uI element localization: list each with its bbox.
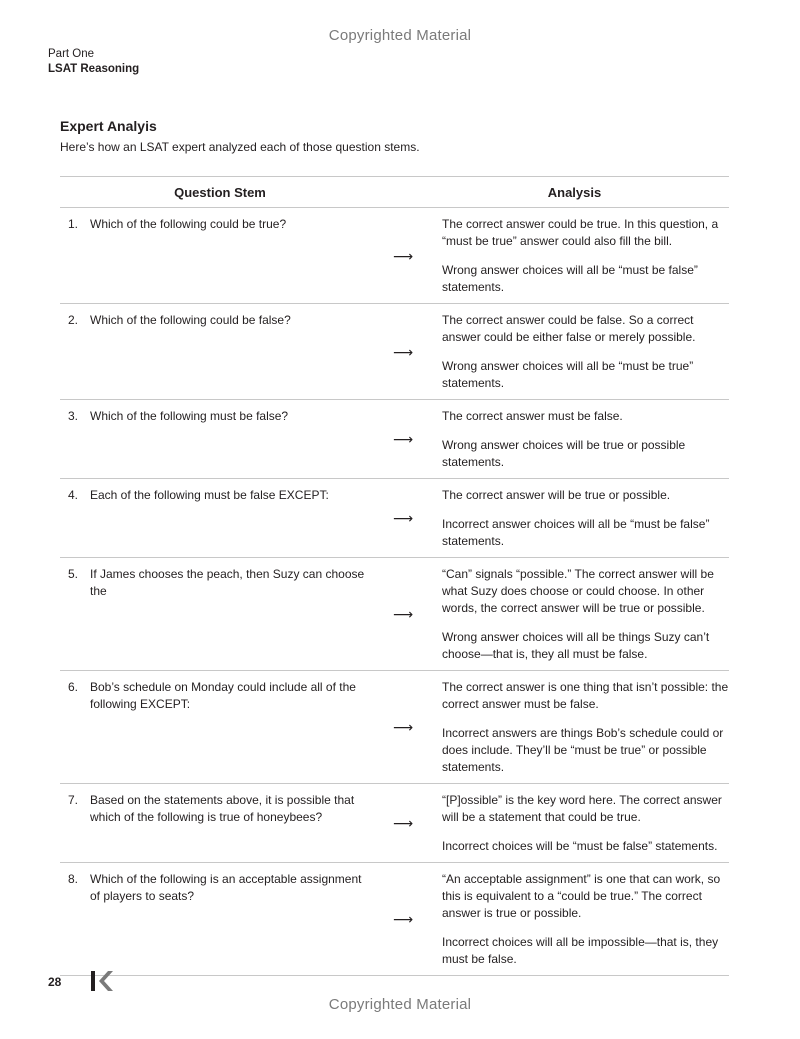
arrow-right-icon: ⟶ xyxy=(392,247,414,264)
question-stem: Which of the following could be false? xyxy=(90,313,291,327)
row-number xyxy=(60,871,90,968)
row-number-label: 6. xyxy=(68,680,79,694)
table-header xyxy=(60,177,729,208)
table-row xyxy=(60,671,729,784)
row-number-label: 5. xyxy=(68,567,79,581)
table-row xyxy=(60,558,729,671)
question-stem: Bob’s schedule on Monday could include all of the following EXCEPT: xyxy=(90,680,356,711)
analysis-cell xyxy=(422,312,729,392)
row-number xyxy=(60,487,90,550)
row-number-label: 3. xyxy=(68,409,79,423)
page-number: 28 xyxy=(48,975,62,989)
row-number xyxy=(60,679,90,776)
running-head-title: LSAT Reasoning xyxy=(48,63,140,75)
analysis-cell xyxy=(422,487,729,550)
analysis-paragraph: The correct answer must be false. xyxy=(442,409,623,423)
question-stem: Which of the following must be false? xyxy=(90,409,289,423)
analysis-paragraph: “Can” signals “possible.” The correct answer will be what Suzy does choose or could choose. In other words, the correct answer will be true or possible. xyxy=(442,567,714,615)
watermark-top: Copyrighted Material xyxy=(328,27,472,44)
kaplan-k-logo-icon xyxy=(90,970,114,992)
row-number-label: 8. xyxy=(68,872,79,886)
arrow-right-icon: ⟶ xyxy=(392,911,414,927)
arrow-right-icon: ⟶ xyxy=(392,606,414,622)
table-row xyxy=(60,479,729,558)
row-number xyxy=(60,312,90,392)
row-number xyxy=(60,408,90,471)
analysis-paragraph: “[P]ossible” is the key word here. The correct answer will be a statement that could be true. xyxy=(442,793,722,824)
row-number xyxy=(60,792,90,855)
analysis-paragraph: The correct answer will be true or possible. xyxy=(442,488,671,502)
question-stem: If James chooses the peach, then Suzy can choose the xyxy=(90,567,365,598)
row-number-label: 1. xyxy=(68,217,79,231)
row-number-label: 7. xyxy=(68,793,79,807)
expert-analysis-table xyxy=(60,176,729,976)
header-analysis: Analysis xyxy=(547,184,602,200)
row-number xyxy=(60,216,90,296)
row-number xyxy=(60,566,90,663)
analysis-paragraph: Wrong answer choices will all be “must be true” statements. xyxy=(442,359,694,390)
arrow-right-icon: ⟶ xyxy=(392,343,414,360)
analysis-paragraph: The correct answer could be true. In this question, a “must be true” answer could also fill the bill. xyxy=(442,217,719,248)
question-stem: Based on the statements above, it is possible that which of the following is true of honeybees? xyxy=(90,793,355,824)
analysis-cell xyxy=(422,566,729,663)
analysis-paragraph: Wrong answer choices will be true or possible statements. xyxy=(442,438,686,469)
analysis-cell xyxy=(422,679,729,776)
table-row xyxy=(60,784,729,863)
running-head-part: Part One xyxy=(48,48,95,60)
table-row xyxy=(60,863,729,976)
table-row xyxy=(60,208,729,304)
arrow-right-icon: ⟶ xyxy=(392,719,414,735)
question-stem: Each of the following must be false EXCEPT: xyxy=(90,488,329,502)
analysis-cell xyxy=(422,216,729,296)
analysis-paragraph: Incorrect choices will all be impossible—that is, they must be false. xyxy=(442,935,719,966)
analysis-paragraph: Incorrect answer choices will all be “must be false” statements. xyxy=(442,517,710,548)
section-intro: Here’s how an LSAT expert analyzed each of those question stems. xyxy=(60,140,420,154)
analysis-cell xyxy=(422,871,729,968)
analysis-paragraph: Incorrect choices will be “must be false” statements. xyxy=(442,839,718,853)
analysis-paragraph: Wrong answer choices will all be “must be false” statements. xyxy=(442,263,698,294)
arrow-right-icon: ⟶ xyxy=(392,815,414,831)
arrow-right-icon: ⟶ xyxy=(392,431,414,447)
analysis-paragraph: “An acceptable assignment” is one that can work, so this is equivalent to a “could be true.” The correct answer is true or possible. xyxy=(442,872,721,920)
analysis-paragraph: Incorrect answers are things Bob’s schedule could or does include. They’ll be “must be true” or possible statements. xyxy=(442,726,724,774)
row-number-label: 4. xyxy=(68,488,79,502)
analysis-paragraph: Wrong answer choices will all be things Suzy can’t choose—that is, they all must be false. xyxy=(442,630,710,661)
table-row xyxy=(60,304,729,400)
watermark-bottom: Copyrighted Material xyxy=(328,996,472,1013)
analysis-paragraph: The correct answer is one thing that isn’t possible: the correct answer must be false. xyxy=(442,680,729,711)
arrow-right-icon: ⟶ xyxy=(392,510,414,526)
question-stem: Which of the following could be true? xyxy=(90,217,287,231)
analysis-cell xyxy=(422,408,729,471)
section-title: Expert Analyis xyxy=(60,118,157,134)
analysis-cell xyxy=(422,792,729,855)
row-number-label: 2. xyxy=(68,313,79,327)
header-question-stem: Question Stem xyxy=(174,184,266,200)
question-stem: Which of the following is an acceptable assignment of players to seats? xyxy=(90,872,362,903)
analysis-paragraph: The correct answer could be false. So a correct answer could be either false or merely possible. xyxy=(442,313,696,344)
table-row xyxy=(60,400,729,479)
running-head xyxy=(48,47,139,77)
table-body xyxy=(60,208,729,976)
